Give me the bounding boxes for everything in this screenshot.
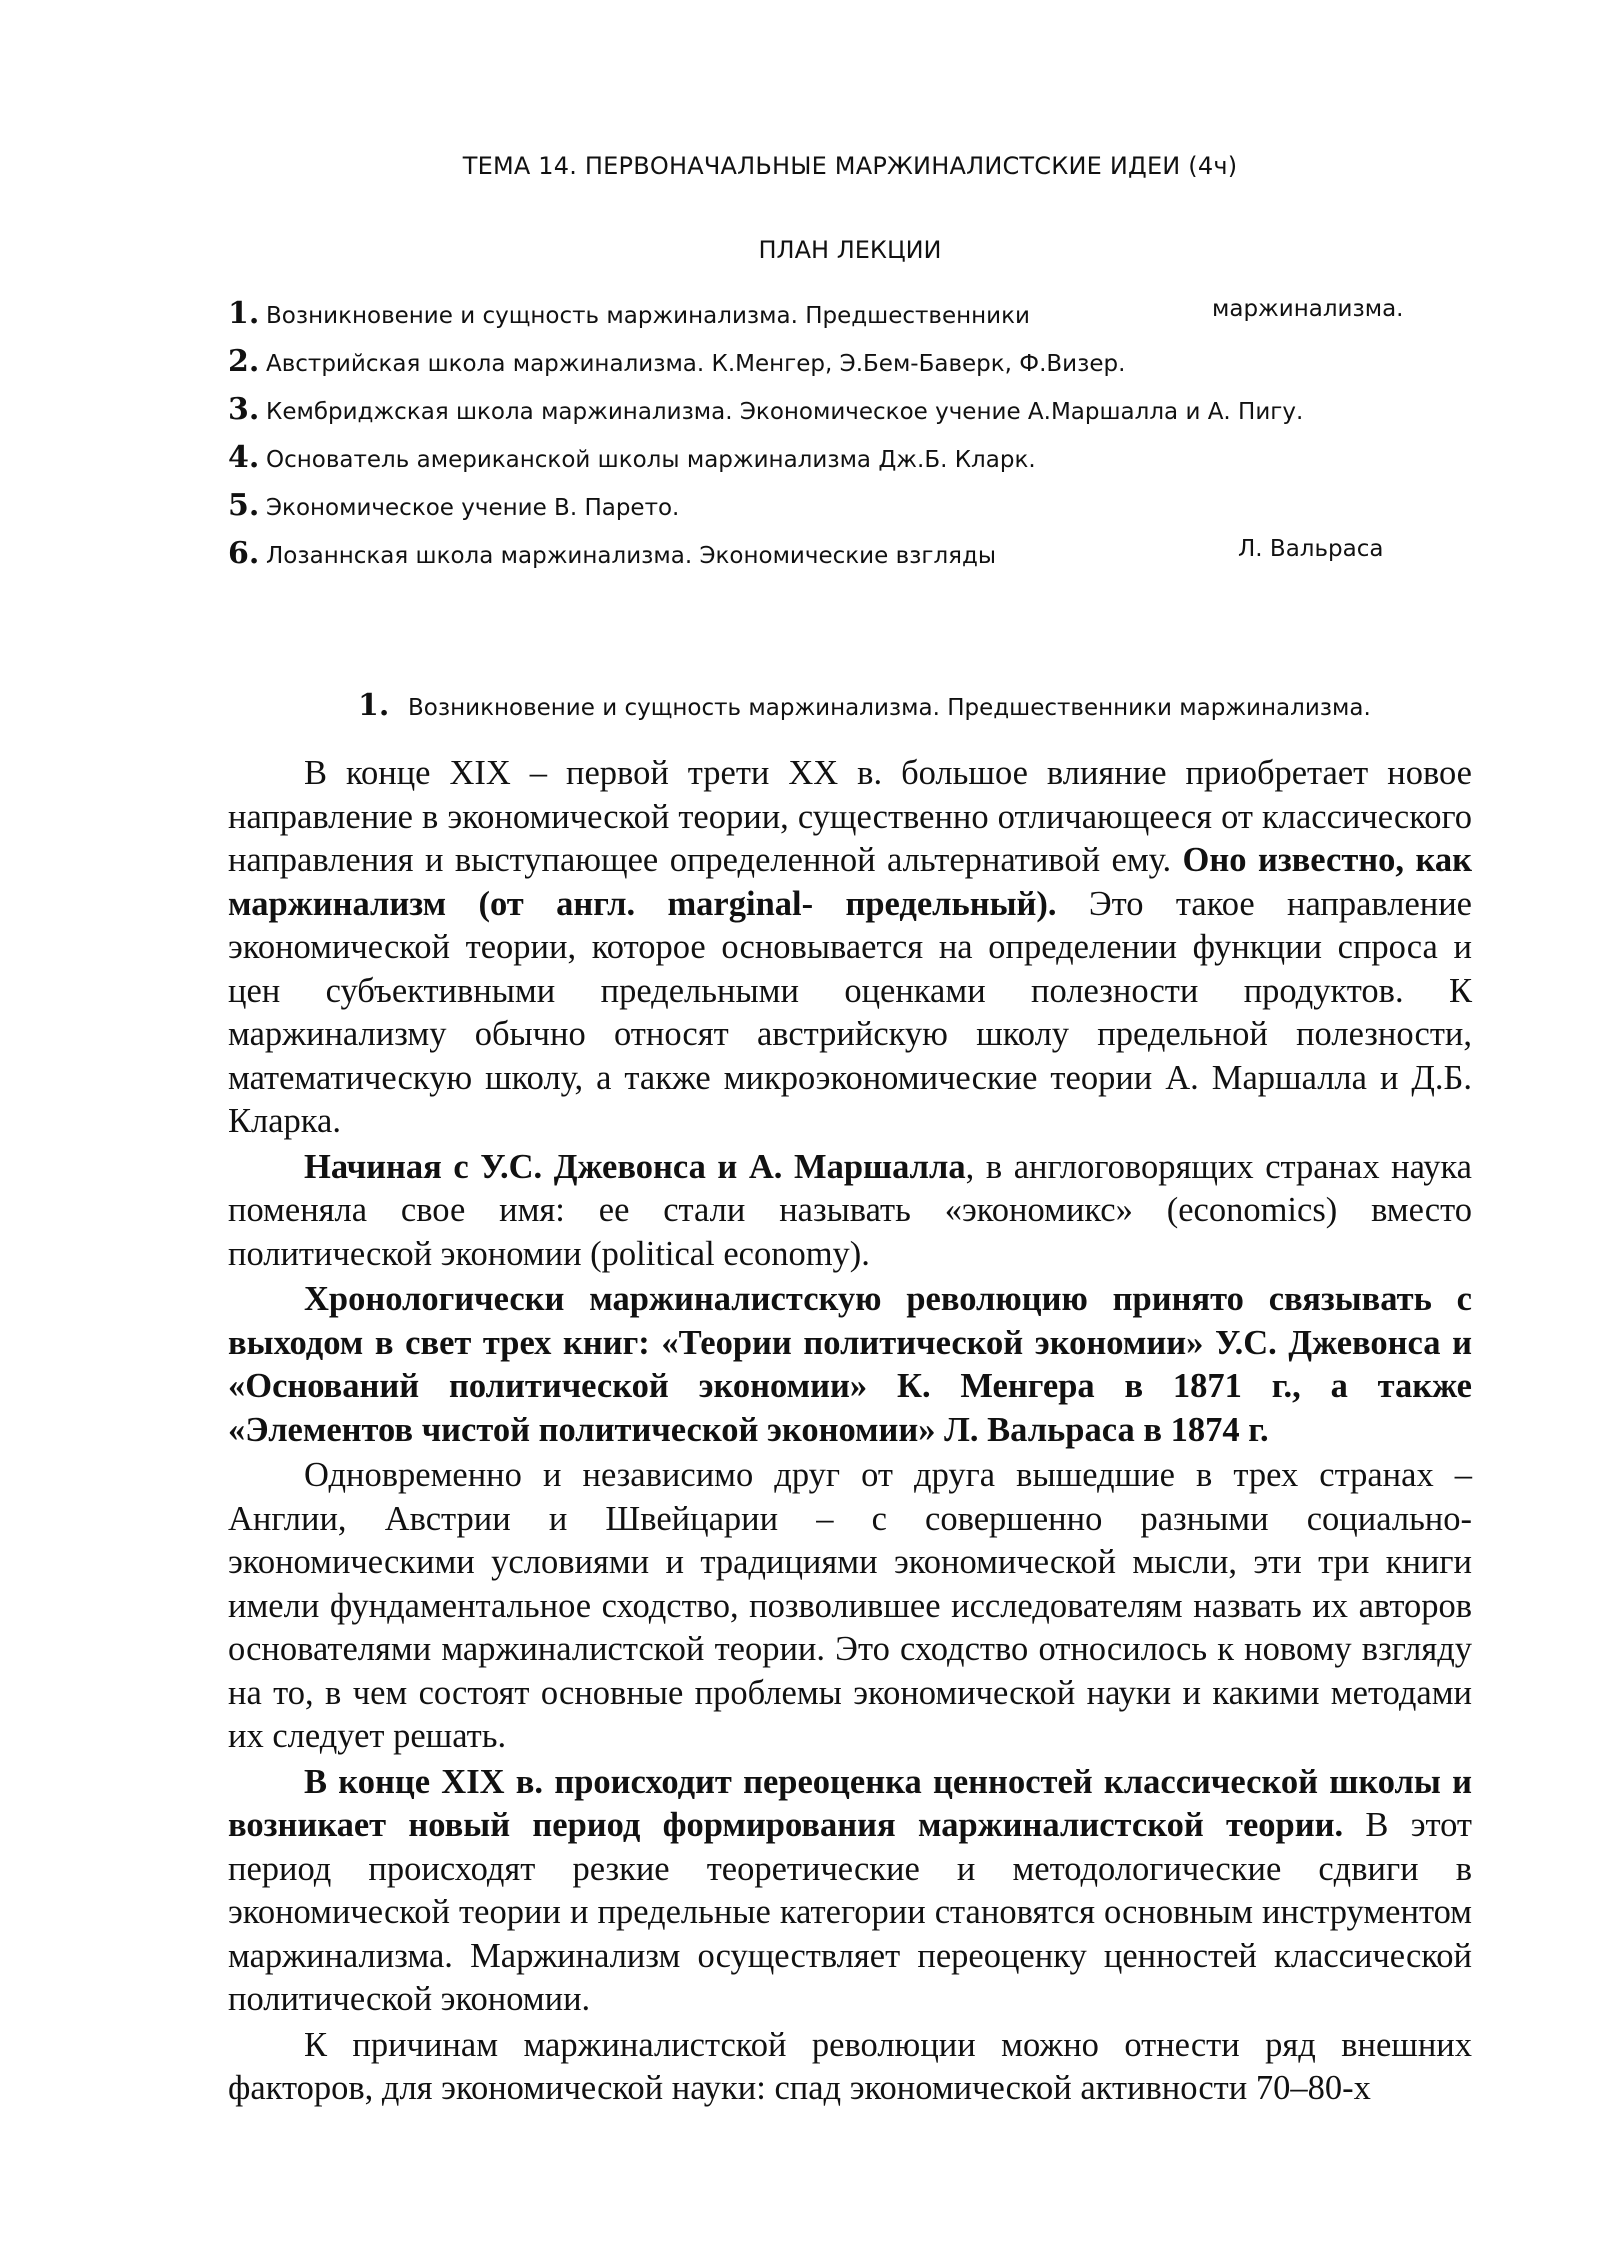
section-number: 1. <box>358 688 390 723</box>
list-item-text: Основатель американской школы маржинализма Дж.Б. Кларк. <box>266 447 1036 473</box>
list-item <box>228 296 1408 344</box>
body-text <box>228 752 1472 2113</box>
paragraph-text: , в англоговорящих странах наука поменяла свое имя: ее стали называть «экономикс» (economics) вместо политической экономии (political economy). <box>228 1147 1472 1273</box>
paragraph-text: Это такое направление экономической теории, которое основывается на определении функции спроса и цен субъективными предельными оценками полезности продуктов. К маржинализму обычно относят австрийскую школу предельной полезности, математическую школу, а также микроэкономические теории А. Маршалла и Д.Б. Кларка. <box>228 884 1472 1140</box>
paragraph-bold-text: Начиная с У.С. Джевонса и А. Маршалла <box>304 1147 966 1186</box>
section-heading <box>358 688 1371 723</box>
list-item <box>228 344 1408 392</box>
list-item-text: Кембриджская школа маржинализма. Экономическое учение А.Маршалла и А. Пигу. <box>266 399 1304 425</box>
list-item-text: Возникновение и сущность маржинализма. Предшественники <box>266 303 1030 329</box>
paragraph-bold-text: Оно известно, как маржинализм (от англ. marginal- предельный). <box>228 841 1472 923</box>
list-item-number: 6. <box>228 536 260 571</box>
paragraph-text: В конце XIX – первой трети XX в. большое влияние приобретает новое направление в экономической теории, существенно отличающееся от классического направления и выступающее определенной альтернативой ему. <box>228 754 1472 879</box>
list-item-text: Лозаннская школа маржинализма. Экономические взгляды <box>266 543 997 569</box>
paragraph-text: Одновременно и независимо друг от друга вышедшие в трех странах – Англии, Австрии и Швейцарии – с совершенно разными социально-экономическими условиями и традициями экономической мысли, эти три книги имели фундаментальное сходство, позволившее исследователям назвать их авторов основателями маржиналистской теории. Это сходство относилось к новому взгляду на то, в чем состоят основные проблемы экономической науки и какими методами их следует решать. <box>228 1456 1472 1755</box>
paragraph-text: В этот период происходят резкие теоретические и методологические сдвиги в экономической теории и предельные категории становятся основным инструментом маржинализма. Маржинализм осуществляет переоценку ценностей классической политической экономии. <box>228 1806 1472 2018</box>
section-title: Возникновение и сущность маржинализма. Предшественники маржинализма. <box>408 695 1371 721</box>
paragraph <box>228 1454 1472 1759</box>
list-item <box>228 440 1408 488</box>
list-item-text: Экономическое учение В. Парето. <box>266 495 680 521</box>
page-title: ТЕМА 14. ПЕРВОНАЧАЛЬНЫЕ МАРЖИНАЛИСТСКИЕ ИДЕИ (4ч) <box>462 152 1238 180</box>
list-item-tail: маржинализма. <box>1212 296 1404 322</box>
list-item-text: Австрийская школа маржинализма. К.Менгер, Э.Бем-Баверк, Ф.Визер. <box>266 351 1126 377</box>
list-item <box>228 488 1408 536</box>
paragraph-bold-text: В конце XIX в. происходит переоценка ценностей классической школы и возникает новый период формирования маржиналистской теории. <box>228 1762 1472 1844</box>
paragraph-text: К причинам маржиналистской революции можно отнести ряд внешних факторов, для экономической науки: спад экономической активности 70–80-х <box>228 2025 1472 2107</box>
list-item-number: 4. <box>228 440 260 475</box>
list-item <box>228 392 1408 440</box>
paragraph <box>228 2024 1472 2111</box>
paragraph <box>228 752 1472 1144</box>
paragraph <box>228 1761 1472 2022</box>
lecture-plan-heading: ПЛАН ЛЕКЦИИ <box>758 236 942 264</box>
list-item-number: 5. <box>228 488 260 523</box>
list-item <box>228 536 1408 584</box>
list-item-tail: Л. Вальраса <box>1238 536 1384 562</box>
lecture-plan-list <box>228 296 1408 584</box>
list-item-number: 2. <box>228 344 260 379</box>
paragraph-bold-text: Хронологически маржиналистскую революцию принято связывать с выходом в свет трех книг: «Теории политической экономии» У.С. Джевонса и «Оснований политической экономии» К. Менгера в 1871 г., а также «Элементов чистой политической экономии» Л. Вальраса в 1874 г. <box>228 1280 1472 1449</box>
list-item-number: 1. <box>228 296 260 331</box>
paragraph <box>228 1146 1472 1277</box>
list-item-number: 3. <box>228 392 260 427</box>
paragraph <box>228 1278 1472 1452</box>
